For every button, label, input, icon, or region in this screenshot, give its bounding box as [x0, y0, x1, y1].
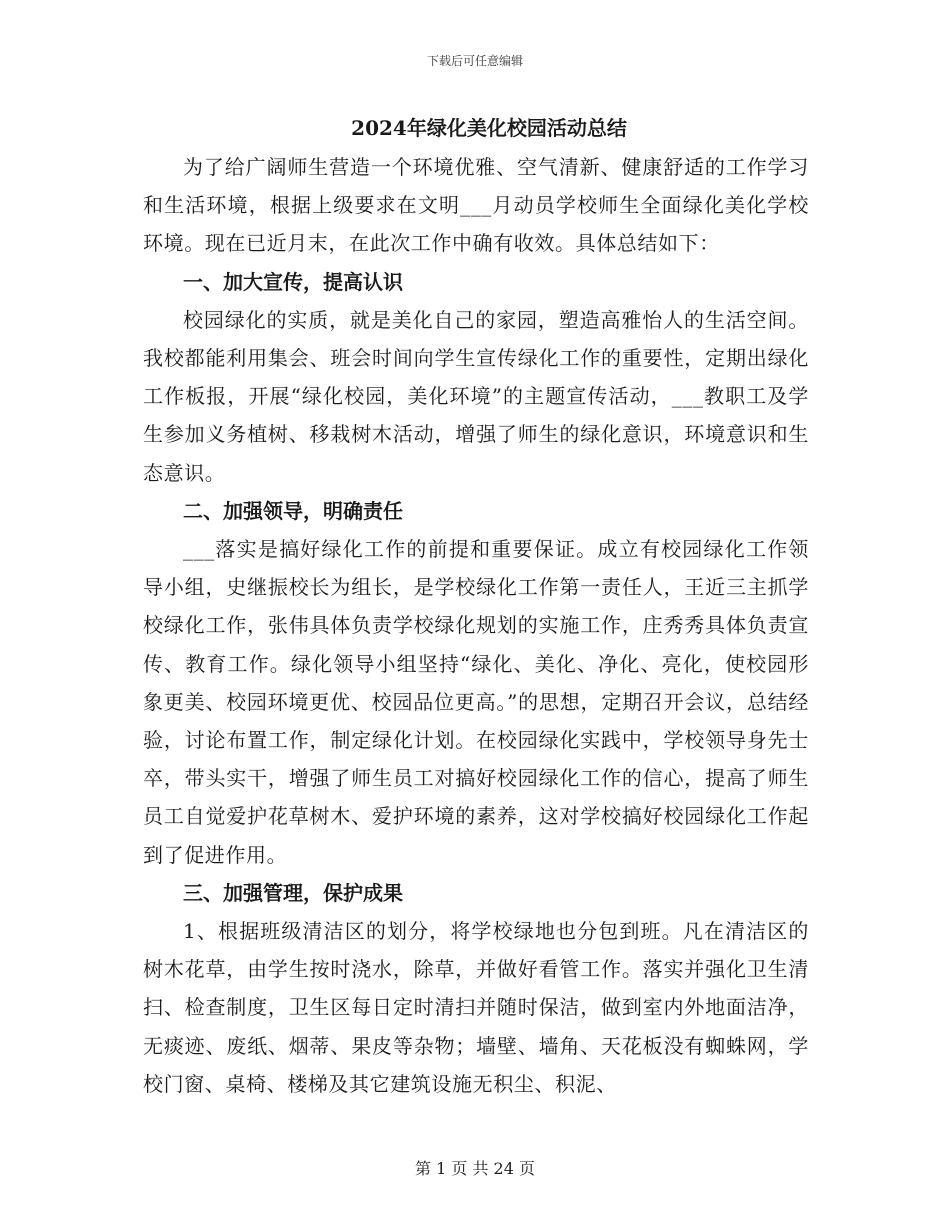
section-heading-1: 一、加大宣传，提高认识 [183, 269, 403, 294]
section-body-3: 1、根据班级清洁区的划分，将学校绿地也分包到班。凡在清洁区的树木花草，由学生按时浇水，除草，并做好看管工作。落实并强化卫生清扫、检查制度，卫生区每日定时清扫并随时保洁，做到室内外地面洁净，无痰迹、废纸、烟蒂、果皮等杂物；墙壁、墙角、天花板没有蜘蛛网，学校门窗、桌椅、楼梯及其它建筑设施无积尘、积泥、 [143, 919, 809, 1096]
section-body-1: 校园绿化的实质，就是美化自己的家园，塑造高雅怡人的生活空间。我校都能利用集会、班会时间向学生宣传绿化工作的重要性，定期出绿化工作板报，开展“绿化校园，美化环境”的主题宣传活动，___教职工及学生参加义务植树、移栽树木活动，增强了师生的绿化意识，环境意识和生态意识。 [143, 307, 809, 485]
document-body [143, 112, 809, 1103]
section-body-2: ___落实是搞好绿化工作的前提和重要保证。成立有校园绿化工作领导小组，史继振校长为组长，是学校绿化工作第一责任人，王近三主抓学校绿化工作，张伟具体负责学校绿化规划的实施工作，庄秀秀具体负责宣传、教育工作。绿化领导小组坚持“绿化、美化、净化、亮化，使校园形象更美、校园环境更优、校园品位更高。”的思想，定期召开会议，总结经验，讨论布置工作，制定绿化计划。在校园绿化实践中，学校领导身先士卒，带头实干，增强了师生员工对搞好校园绿化工作的信心，提高了师生员工自觉爱护花草树木、爱护环境的素养，这对学校搞好校园绿化工作起到了促进作用。 [143, 537, 809, 867]
section-heading-2: 二、加强领导，明确责任 [183, 498, 403, 523]
intro-paragraph: 为了给广阔师生营造一个环境优雅、空气清新、健康舒适的工作学习和生活环境，根据上级要求在文明___月动员学校师生全面绿化美化学校环境。现在已近月末，在此次工作中确有收效。具体总结如下： [143, 155, 809, 256]
page-number: 第 1 页 共 24 页 [415, 1159, 535, 1178]
page-header-note: 下载后可任意编辑 [426, 54, 523, 68]
document-title: 2024年绿化美化校园活动总结 [351, 116, 627, 140]
section-heading-3: 三、加强管理，保护成果 [183, 880, 403, 905]
